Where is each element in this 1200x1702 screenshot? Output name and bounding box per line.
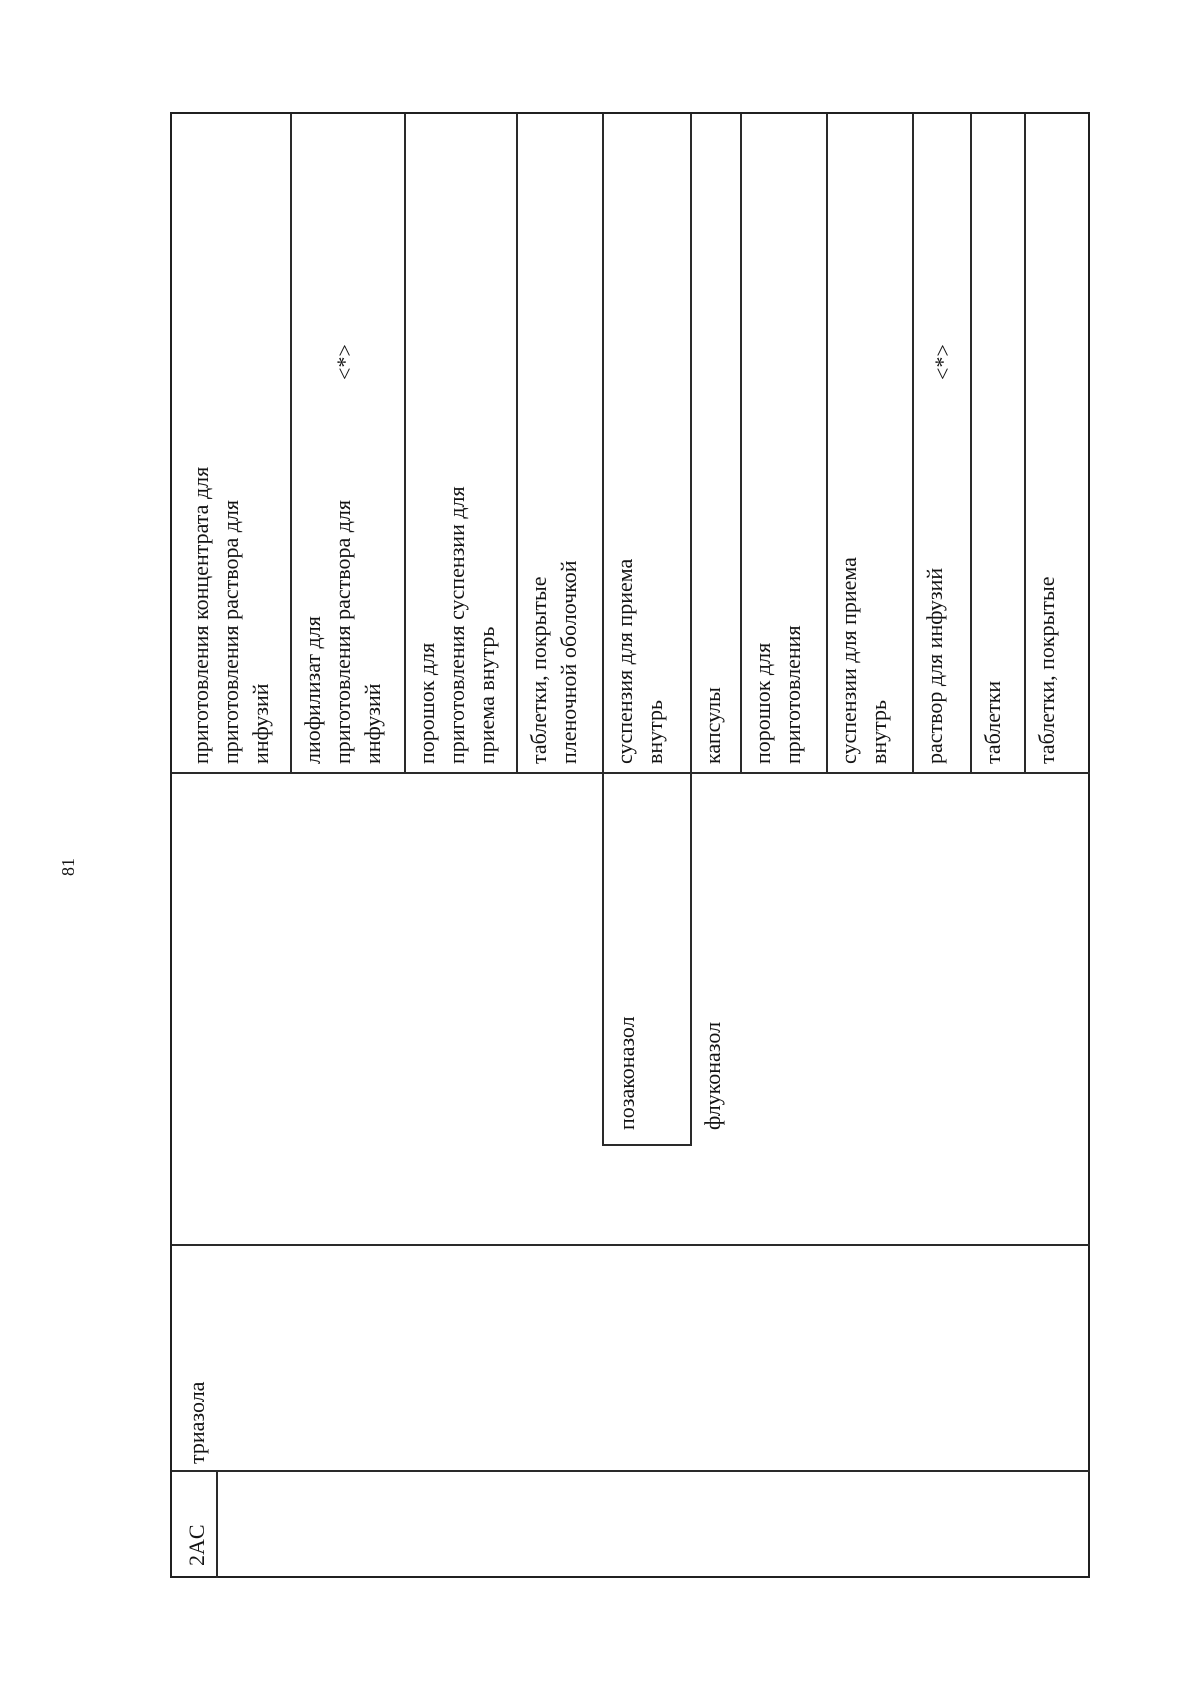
dosage-form: таблетки [980,680,1005,764]
row-divider [740,114,742,774]
substance-name: флуконазол [700,1021,725,1130]
row-divider [1024,114,1026,774]
dosage-form: таблетки, покрытые [1034,576,1059,764]
row-divider [690,114,692,1146]
note-mark: <*> [332,344,357,380]
dosage-form: капсулы [700,687,725,764]
dosage-form: приготовления концентрата для приготовления раствора для инфузий [188,466,273,764]
row-divider [970,114,972,774]
row-divider [516,114,518,774]
dosage-form: лиофилизат для приготовления раствора для инфузий [300,500,385,764]
row-divider [602,1144,690,1146]
medicines-table [170,112,1090,1578]
substance-name: позаконазол [614,1016,639,1130]
row-divider [290,114,292,774]
row-divider [602,114,604,1146]
dosage-form: суспензия для приема внутрь [612,558,667,764]
row-divider [172,772,1090,774]
row-divider [826,114,828,774]
group-name: триазола [184,1381,209,1464]
dosage-form: порошок для приготовления суспензии для приема внутрь [414,486,499,764]
dosage-form: суспензии для приема внутрь [836,557,891,764]
dosage-form: порошок для приготовления [750,625,805,764]
row-divider [172,1470,1090,1472]
note-mark: <*> [930,344,955,380]
dosage-form: таблетки, покрытые пленочной оболочкой [526,560,581,764]
row-divider [404,114,406,774]
row-divider [172,1244,1090,1246]
row-divider [912,114,914,774]
column-divider [216,1472,218,1578]
dosage-form: раствор для инфузий [922,567,947,764]
page-number: 81 [58,858,78,876]
atc-code: 2AC [184,1524,209,1566]
